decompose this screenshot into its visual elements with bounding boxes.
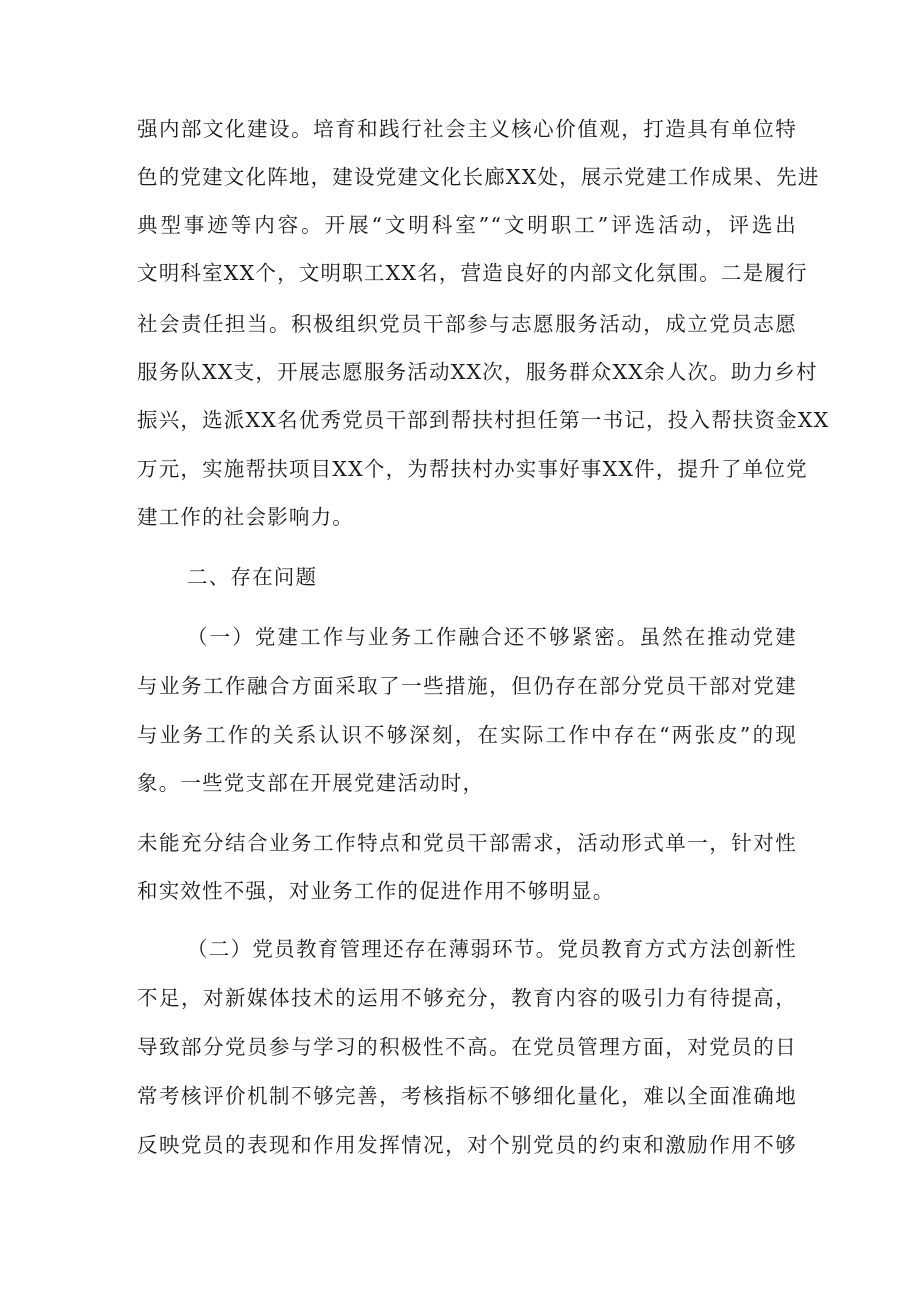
paragraph-4-line-1: （二）党员教育管理还存在薄弱环节。党员教育方式方法创新性 (187, 937, 797, 961)
paragraph-1-line-2: 色的党建文化阵地，建设党建文化长廊XX处，展示党建工作成果、先进 (137, 165, 820, 189)
paragraph-3-line-1: 未能充分结合业务工作特点和党员干部需求，活动形式单一，针对性 (137, 831, 797, 855)
paragraph-1-line-1: 强内部文化建设。培育和践行社会主义核心价值观，打造具有单位特 (137, 117, 797, 141)
paragraph-1-line-9: 建工作的社会影响力。 (137, 505, 354, 529)
paragraph-1-line-4: 文明科室XX个，文明职工XX名，营造良好的内部文化氛围。二是履行 (137, 261, 808, 285)
paragraph-2-line-4: 象。一些党支部在开展党建活动时， (137, 771, 485, 795)
paragraph-1-line-6: 服务队XX支，开展志愿服务活动XX次，服务群众XX余人次。助力乡村 (137, 360, 818, 384)
paragraph-1-line-5: 社会责任担当。积极组织党员干部参与志愿服务活动，成立党员志愿 (137, 312, 797, 336)
paragraph-4-line-4: 常考核评价机制不够完善，考核指标不够细化量化，难以全面准确地 (137, 1084, 797, 1108)
paragraph-1-line-7: 振兴，选派XX名优秀党员干部到帮扶村担任第一书记，投入帮扶资金XX (137, 408, 830, 432)
paragraph-4-line-5: 反映党员的表现和作用发挥情况，对个别党员的约束和激励作用不够 (137, 1133, 797, 1157)
paragraph-1-line-8: 万元，实施帮扶项目XX个，为帮扶村办实事好事XX件，提升了单位党 (137, 457, 808, 481)
paragraph-4-line-2: 不足，对新媒体技术的运用不够充分，教育内容的吸引力有待提高， (137, 986, 797, 1010)
paragraph-4-line-3: 导致部分党员参与学习的积极性不高。在党员管理方面，对党员的日 (137, 1035, 797, 1059)
paragraph-2-line-3: 与业务工作的关系认识不够深刻，在实际工作中存在“两张皮”的现 (137, 723, 797, 747)
paragraph-3-line-2: 和实效性不强，对业务工作的促进作用不够明显。 (137, 879, 615, 903)
paragraph-1-line-3: 典型事迹等内容。开展“文明科室”“文明职工”评选活动，评选出 (137, 213, 797, 237)
paragraph-2-line-1: （一）党建工作与业务工作融合还不够紧密。虽然在推动党建 (187, 625, 797, 649)
section-heading: 二、存在问题 (187, 565, 318, 589)
paragraph-2-line-2: 与业务工作融合方面采取了一些措施，但仍存在部分党员干部对党建 (137, 674, 797, 698)
